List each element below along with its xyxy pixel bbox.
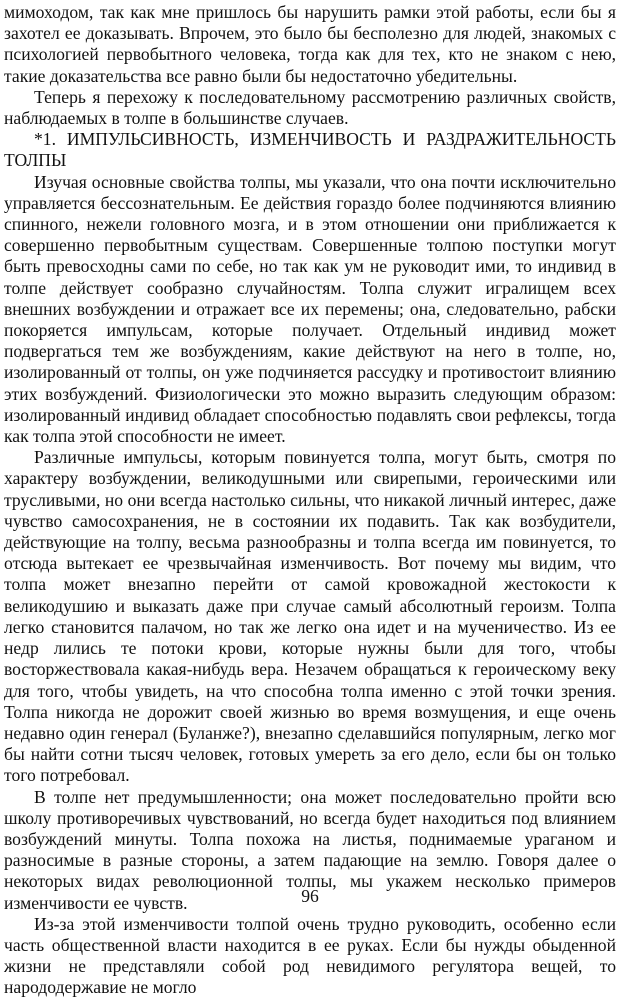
paragraph: Различные импульсы, которым повинуется толпа, могут быть, смотря по характеру возбуждении, великодушными или свирепыми, героическими или трусливыми, но они всегда настолько сильны, что никакой личный интерес, даже чувство самосохранения, не в состоянии их подавить. Так как возбудители, действующие на толпу, весьма разнообразны и толпа всегда им повинуется, то отсюда вытекает ее чрезвычайная изменчивость. Вот почему мы видим, что толпа может внезапно перейти от самой кровожадной жестокости к великодушию и выказать даже при случае самый абсолютный героизм. Толпа легко становится палачом, но так же легко она идет и на мученичество. Из ее недр лились те потоки крови, которые нужны были для того, чтобы восторжествовала какая-нибудь вера. Незачем обращаться к героическому веку для того, чтобы увидеть, на что способна толпа именно с этой точки зрения. Толпа никогда не дорожит своей жизнью во время возмущения, и еще очень недавно один генерал (Буланже?), внезапно сделавшийся популярным, легко мог бы найти сотни тысяч человек, готовых умереть за его дело, если бы он только того потребовал.: [4, 447, 616, 786]
paragraph: В толпе нет предумышленности; она может последовательно пройти всю школу противоречивых чувствований, но всегда будет находиться под влиянием возбуждений минуты. Толпа похожа на листья, поднимаемые ураганом и разносимые в разные стороны, а затем падающие на землю. Говоря далее о некоторых видах революционной толпы, мы укажем несколько примеров изменчивости ее чувств.: [4, 786, 616, 913]
document-page: [4, 2, 616, 999]
section-heading: *1. ИМПУЛЬСИВНОСТЬ, ИЗМЕНЧИВОСТЬ И РАЗДРАЖИТЕЛЬНОСТЬ ТОЛПЫ: [4, 129, 616, 171]
paragraph: Изучая основные свойства толпы, мы указали, что она почти исключительно управляется бессознательным. Ее действия гораздо более подчиняются влиянию спинного, нежели головного мозга, и в этом отношении они приближается к совершенно первобытным существам. Совершенные толпою поступки могут быть превосходны сами по себе, но так как ум не руководит ими, то индивид в толпе действует сообразно случайностям. Толпа служит игралищем всех внешних возбуждении и отражает все их перемены; она, следовательно, рабски покоряется импульсам, которые получает. Отдельный индивид может подвергаться тем же возбуждениям, какие действуют на него в толпе, но, изолированный от толпы, он уже подчиняется рассудку и противостоит влиянию этих возбуждений. Физиологически это можно выразить следующим образом: изолированный индивид обладает способностью подавлять свои рефлексы, тогда как толпа этой способности не имеет.: [4, 171, 616, 447]
paragraph: Из-за этой изменчивости толпой очень трудно руководить, особенно если часть общественной власти находится в ее руках. Если бы нужды обыденной жизни не представляли собой род невидимого регулятора вещей, то народодержавие не могло: [4, 913, 616, 998]
paragraph: мимоходом, так как мне пришлось бы нарушить рамки этой работы, если бы я захотел ее доказывать. Впрочем, это было бы бесполезно для людей, знакомых с психологией первобытного человека, тогда как для тех, кто не знаком с нею, такие доказательства все равно были бы недостаточно убедительны.: [4, 2, 616, 86]
paragraph: Теперь я перехожу к последовательному рассмотрению различных свойств, наблюдаемых в толпе в большинстве случаев.: [4, 86, 616, 129]
page-number: 96: [301, 886, 319, 906]
